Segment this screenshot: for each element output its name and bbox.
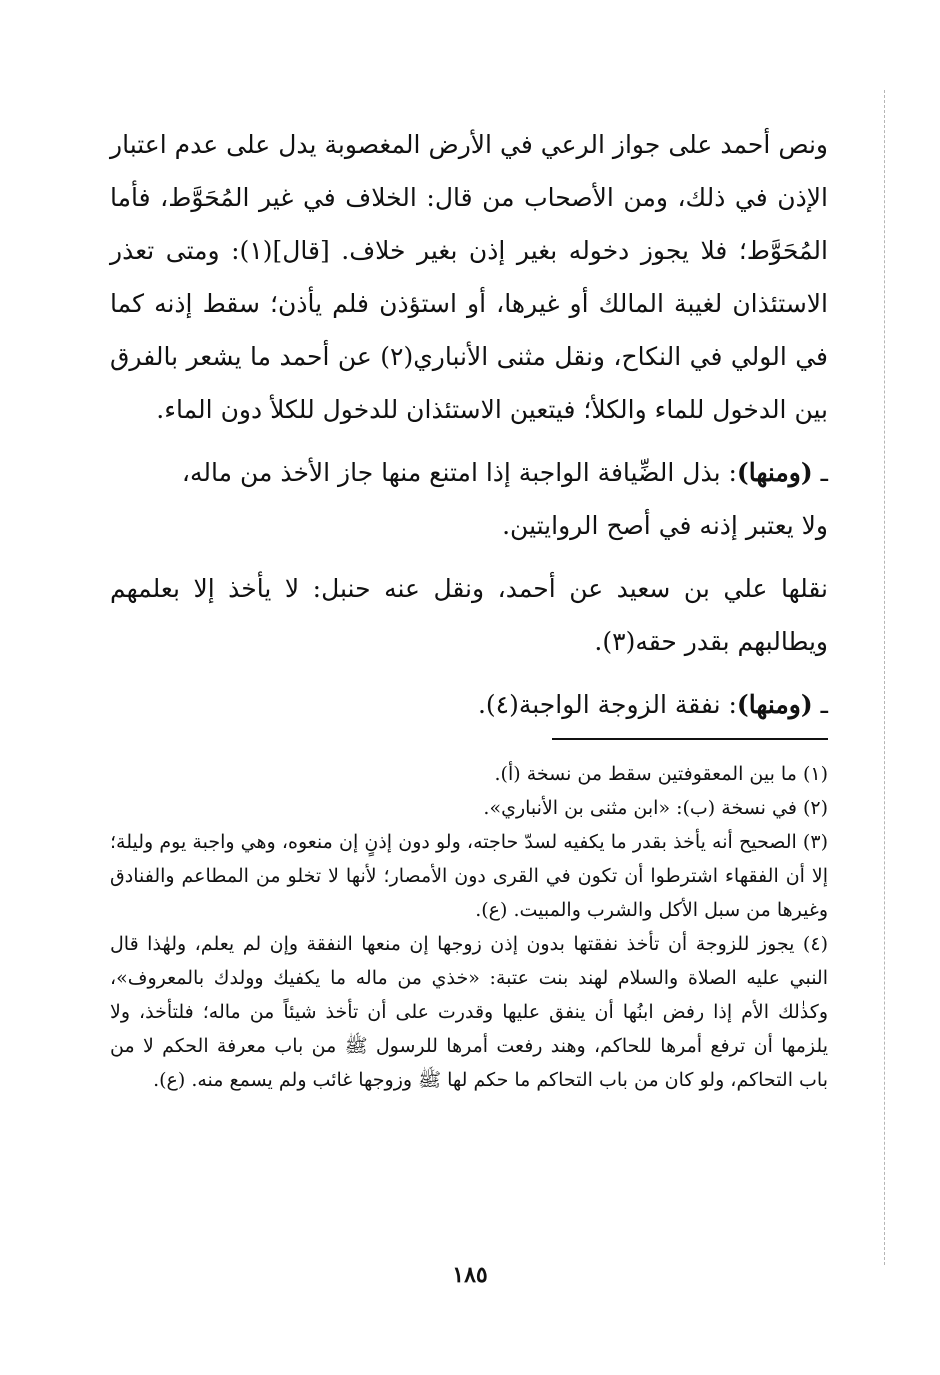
paragraph-2: ولا يعتبر إذنه في أصح الروايتين. (502, 511, 828, 540)
section-item-hospitality (110, 446, 828, 499)
footnote-separator (552, 738, 828, 740)
page-number: ١٨٥ (452, 1262, 488, 1288)
item-text: : نفقة الزوجة الواجبة(٤). (477, 690, 737, 719)
binding-edge-line (884, 90, 885, 1265)
item-dash: ـ (820, 690, 828, 719)
main-text (110, 118, 828, 731)
footnote-1: (١) ما بين المعقوفتين سقط من نسخة (أ). (494, 763, 828, 785)
footnote-3: (٣) الصحيح أنه يأخذ بقدر ما يكفيه لسدّ حاجته، ولو دون إذنٍ إن منعوه، وهي واجبة يوم وليلة؛ إلا أن الفقهاء اشترطوا أن تكون في القرى دون الأمصار؛ لأنها لا تخلو من المطاعم والفنادق وغيرها من سبل الأكل والشرب والمبيت. (ع). (110, 831, 828, 921)
item-dash: ـ (820, 458, 828, 487)
item-text: : بذل الضِّيافة الواجبة إذا امتنع منها جاز الأخذ من ماله، (181, 458, 737, 487)
footnote-2: (٢) في نسخة (ب): «ابن مثنى بن الأنباري». (483, 797, 828, 819)
paragraph-1: ونص أحمد على جواز الرعي في الأرض المغصوبة يدل على عدم اعتبار الإذن في ذلك، ومن الأصحاب من قال: الخلاف في غير المُحَوَّط، فأما المُحَوَّط؛ فلا يجوز دخوله بغير إذن بغير خلاف. [قال](١): ومتى تعذر الاستئذان لغيبة المالك أو غيرها، أو استؤذن فلم يأذن؛ سقط إذنه كما في الولي في النكاح، ونقل مثنى الأنباري(٢) عن أحمد ما يشعر بالفرق بين الدخول للماء والكلأ؛ فيتعين الاستئذان للدخول للكلأ دون الماء. (110, 130, 828, 424)
footnote-4: (٤) يجوز للزوجة أن تأخذ نفقتها بدون إذن زوجها إن منعها النفقة وإن لم يعلم، ولهٰذا قال النبي عليه الصلاة والسلام لهند بنت عتبة: «خذي من ماله ما يكفيك وولدك بالمعروف»، وكذٰلك الأم إذا رفض ابنُها أن ينفق عليها وقدرت على أن تأخذ شيئاً من ماله؛ فلتأخذ، ولا يلزمها أن ترفع أمرها للحاكم، وهند رفعت أمرها للرسول ﷺ من باب معرفة الحكم لا من باب التحاكم، ولو كان من باب التحاكم ما حكم لها ﷺ وزوجها غائب ولم يسمع منه. (ع). (110, 933, 828, 1091)
paragraph-3: نقلها علي بن سعيد عن أحمد، ونقل عنه حنبل: لا يأخذ إلا بعلمهم ويطالبهم بقدر حقه(٣). (110, 574, 828, 656)
item-label: (ومنها) (736, 690, 813, 719)
item-label: (ومنها) (736, 458, 813, 487)
section-item-nafaqa (110, 678, 828, 731)
footnotes (110, 757, 828, 1097)
